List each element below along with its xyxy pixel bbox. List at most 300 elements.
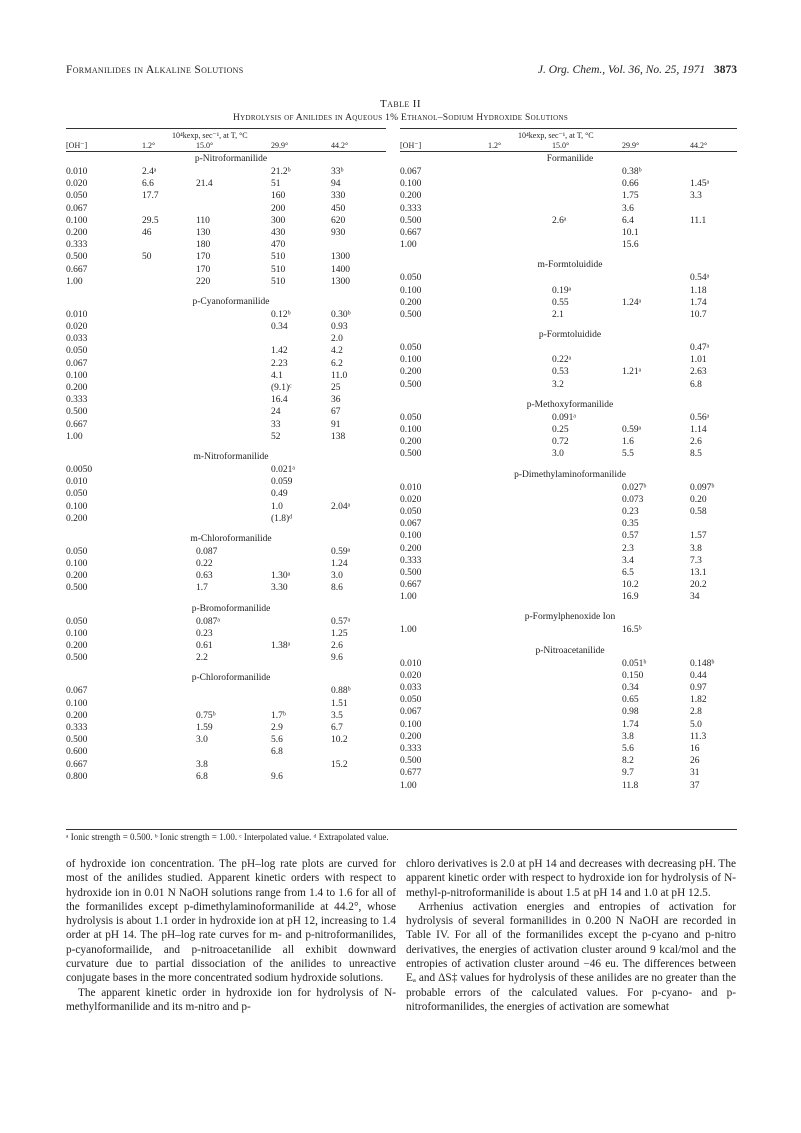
rate-constant-cell: 16 [690, 743, 700, 754]
table-row [66, 653, 386, 665]
table-body [400, 154, 737, 793]
rate-constant-cell: 1.74 [690, 297, 707, 308]
section-gap [66, 289, 386, 297]
table-row [400, 380, 737, 392]
compound-section-heading [66, 673, 386, 686]
rate-constant-cell: 3.2 [552, 379, 564, 390]
rate-constant-cell: 0.47ᵃ [690, 343, 710, 354]
rate-constant-cell: 0.148ᵇ [690, 658, 715, 669]
rate-constant-cell: 4.2 [331, 346, 343, 357]
rate-constant-cell: 1.18 [690, 285, 707, 296]
table-row [66, 252, 386, 264]
rate-constant-cell: 3.0 [196, 735, 208, 746]
hydroxide-conc-cell: 0.200 [66, 641, 88, 651]
header-bottom-rule [400, 151, 737, 152]
hydroxide-conc-cell: 0.200 [400, 191, 422, 202]
compound-name: p-Methoxyformanilide [526, 399, 614, 410]
hydroxide-conc-cell: 1.00 [400, 625, 417, 636]
rate-constant-cell: 930 [331, 227, 346, 238]
hydroxide-conc-cell: 1.00 [66, 431, 83, 442]
rate-constant-cell: 20.2 [690, 580, 707, 591]
rate-constant-cell: 6.6 [142, 179, 154, 190]
rate-constant-cell: 2.4ᵃ [142, 167, 157, 177]
rate-constant-cell: 3.4 [622, 555, 634, 566]
table-row [66, 686, 386, 698]
rate-constant-cell: 3.0 [552, 449, 564, 460]
table-row [400, 240, 737, 252]
table-row [66, 583, 386, 595]
rate-constant-cell: 2.63 [690, 367, 707, 378]
body-paragraph: of hydroxide ion concentration. The pH–log rate plots are curved for most of the anilides studied. Apparent kinetic orders with respect to hydroxide ion in 0.01 N NaOH solutions range from 1.4 to 1.6 for all of the formanilides except p-dimethylaminoformanilide at 44.2°, whose hydrolysis is about 1.1 order in hydroxide ion at pH 12, increasing to 1.4 order at pH 14. The pH–log rate curves for m- and p-nitroformanilides, p-cyanoformailide, and p-nitroacetanilide all exhibit downward curvature due to partial dissociation of the anilides to unreactive conjugate bases in the more concentrated sodium hydroxide solutions. [66, 858, 396, 985]
table-row [66, 277, 386, 289]
table-row [66, 407, 386, 419]
rate-constant-cell: 9.6 [271, 771, 283, 782]
rate-constant-cell: 0.073 [622, 494, 644, 505]
compound-section-heading [66, 604, 386, 617]
table-row [400, 568, 737, 580]
table-row [66, 629, 386, 641]
rate-constant-cell: 2.1 [552, 309, 564, 320]
table-row [400, 659, 737, 671]
hydroxide-conc-cell: 0.333 [66, 395, 88, 406]
rate-constant-cell: 3.8 [690, 543, 702, 554]
rate-constant-cell: 0.49 [271, 489, 288, 500]
hydroxide-conc-cell: 0.050 [66, 346, 88, 357]
hydroxide-conc-cell: 0.050 [66, 616, 88, 627]
rate-constant-cell: 1300 [331, 252, 350, 263]
rate-constant-cell: 1.7 [196, 583, 208, 594]
header-hydroxide-conc: [OH⁻] [400, 141, 422, 150]
rate-constant-cell: 21.2ᵇ [271, 167, 291, 177]
hydroxide-conc-cell: 0.200 [66, 227, 88, 238]
rate-constant-cell: 0.23 [622, 506, 639, 517]
hydroxide-conc-cell: 0.067 [400, 707, 422, 718]
header-temperature: 15.0° [196, 141, 214, 150]
hydroxide-conc-cell: 0.100 [66, 559, 88, 570]
table-row [400, 720, 737, 732]
rate-constant-cell: 15.2 [331, 759, 348, 770]
body-column-right [406, 857, 736, 1014]
hydroxide-conc-cell: 0.050 [400, 695, 422, 706]
rate-constant-cell: 94 [331, 179, 341, 190]
rate-constant-cell: 15.6 [622, 240, 639, 251]
rate-constant-cell: 0.55 [552, 297, 569, 308]
hydroxide-conc-cell: 0.667 [66, 264, 88, 275]
rate-constant-cell: 0.091ᵃ [552, 412, 576, 423]
table-row [66, 265, 386, 277]
rate-constant-cell: 1.24ᵃ [622, 297, 642, 308]
table-header [66, 128, 386, 152]
hydroxide-conc-cell: 0.050 [66, 191, 88, 202]
table-row [400, 228, 737, 240]
compound-section-heading [66, 297, 386, 310]
rate-constant-cell: 0.59ᵃ [331, 546, 351, 557]
rate-constant-cell: 1.6 [622, 437, 634, 448]
rate-constant-cell: 0.19ᵃ [552, 285, 572, 296]
rate-constant-cell: 3.30 [271, 583, 288, 594]
body-column-left [66, 857, 396, 1014]
header-temperature: 1.2° [142, 141, 156, 150]
compound-name: p-Formtoluidide [538, 330, 602, 341]
table-row [66, 617, 386, 629]
hydroxide-conc-cell: 0.0050 [66, 464, 93, 475]
rate-constant-cell: 26 [690, 756, 700, 767]
header-temperature: 1.2° [488, 141, 502, 150]
rate-constant-cell: 25 [331, 383, 341, 393]
hydroxide-conc-cell: 0.020 [400, 494, 422, 505]
hydroxide-conc-cell: 0.500 [400, 309, 422, 320]
table-row [66, 420, 386, 432]
rate-constant-cell: 0.087ᵃ [196, 616, 220, 627]
rate-constant-cell: 5.6 [271, 735, 283, 746]
table-row [66, 502, 386, 514]
header-top-rule [66, 128, 386, 129]
rate-constant-cell: 7.3 [690, 555, 702, 566]
table-row [66, 699, 386, 711]
hydroxide-conc-cell: 0.050 [400, 273, 422, 284]
hydroxide-conc-cell: 0.067 [400, 167, 422, 177]
table-row [66, 723, 386, 735]
rate-constant-cell: 0.087 [196, 546, 218, 557]
page-number: 3873 [714, 64, 737, 76]
hydroxide-conc-cell: 0.600 [66, 747, 88, 758]
table-row [66, 228, 386, 240]
rate-constant-cell: 3.8 [622, 731, 634, 742]
rate-constant-cell: 2.6 [331, 641, 343, 651]
rate-constant-cell: 2.2 [196, 653, 208, 664]
rate-constant-cell: 17.7 [142, 191, 159, 202]
hydroxide-conc-cell: 0.200 [66, 383, 88, 393]
rate-constant-cell: 31 [690, 768, 700, 779]
hydroxide-conc-cell: 0.500 [66, 252, 88, 263]
rate-constant-cell: 36 [331, 395, 341, 406]
rate-constant-cell: 2.23 [271, 358, 288, 369]
rate-constant-cell: 1.75 [622, 191, 639, 202]
rate-constant-cell: 33ᵇ [331, 167, 344, 177]
compound-section-heading [400, 646, 737, 659]
hydroxide-conc-cell: 0.067 [66, 203, 88, 214]
table-row [400, 707, 737, 719]
table-right-half [400, 128, 737, 828]
rate-constant-cell: 200 [271, 203, 286, 214]
rate-constant-cell: 3.3 [690, 191, 702, 202]
rate-constant-cell: 0.53 [552, 367, 569, 378]
section-gap [66, 444, 386, 452]
table-row [400, 768, 737, 780]
table-row [400, 437, 737, 449]
table-row [66, 735, 386, 747]
rate-constant-cell: 21.4 [196, 179, 213, 190]
table-row [66, 489, 386, 501]
header-rate-constant-label: 10⁴kexp, sec⁻¹, at T, °C [518, 131, 594, 140]
compound-section-heading [66, 452, 386, 465]
rate-constant-cell: 1.25 [331, 628, 348, 639]
rate-constant-cell: 11.1 [690, 215, 707, 226]
rate-constant-cell: 160 [271, 191, 286, 202]
rate-constant-cell: 1.14 [690, 425, 707, 435]
compound-name: m-Formtoluidide [537, 260, 603, 271]
hydroxide-conc-cell: 0.200 [400, 543, 422, 554]
rate-constant-cell: 1.74 [622, 719, 639, 730]
hydroxide-conc-cell: 0.500 [400, 215, 422, 226]
rate-constant-cell: 0.20 [690, 494, 707, 505]
table-footnote: ᵃ Ionic strength = 0.500. ᵇ Ionic strength = 1.00. ᶜ Interpolated value. ᵈ Extrapolated value. [66, 832, 389, 842]
compound-section-heading [400, 470, 737, 483]
hydroxide-conc-cell: 0.050 [66, 489, 88, 500]
rate-constant-cell: 1400 [331, 264, 350, 275]
compound-name: m-Chloroformanilide [190, 533, 272, 544]
table-row [66, 179, 386, 191]
table-row [400, 683, 737, 695]
table-row [400, 167, 737, 179]
body-paragraph: The apparent kinetic order in hydroxide ion for hydrolysis of N-methylformanilide and its m-nitro and p- [66, 986, 396, 1013]
header-temperature: 15.0° [552, 141, 570, 150]
table-row [400, 695, 737, 707]
rate-constant-cell: 16.5ᵇ [622, 625, 642, 636]
section-gap [66, 665, 386, 673]
hydroxide-conc-cell: 0.500 [66, 583, 88, 594]
table-row [400, 343, 737, 355]
section-gap [66, 596, 386, 604]
table-row [66, 359, 386, 371]
rate-constant-cell: 0.72 [552, 437, 569, 448]
rate-constant-cell: 450 [331, 203, 346, 214]
hydroxide-conc-cell: 0.500 [400, 567, 422, 578]
running-head-citation [538, 64, 737, 76]
rate-constant-cell: 5.0 [690, 719, 702, 730]
rate-constant-cell: 0.051ᵇ [622, 658, 647, 669]
table-row [66, 204, 386, 216]
hydroxide-conc-cell: 0.100 [66, 628, 88, 639]
header-temperature: 44.2° [331, 141, 349, 150]
table-row [66, 395, 386, 407]
hydroxide-conc-cell: 0.500 [400, 756, 422, 767]
rate-constant-cell: 1.59 [196, 722, 213, 733]
rate-constant-cell: 11.0 [331, 370, 348, 381]
hydroxide-conc-cell: 0.200 [66, 710, 88, 721]
compound-name: p-Chloroformanilide [191, 673, 271, 684]
rate-constant-cell: 29.5 [142, 215, 159, 226]
rate-constant-cell: 170 [196, 264, 211, 275]
table-row [66, 191, 386, 203]
table-row [400, 495, 737, 507]
hydroxide-conc-cell: 0.020 [400, 670, 422, 681]
hydroxide-conc-cell: 0.667 [400, 580, 422, 591]
hydroxide-conc-cell: 0.800 [66, 771, 88, 782]
rate-constant-cell: 1.38ᵃ [271, 641, 291, 651]
compound-section-heading [66, 154, 386, 167]
rate-constant-cell: 6.4 [622, 215, 634, 226]
table-row [400, 298, 737, 310]
rate-constant-cell: 620 [331, 215, 346, 226]
rate-constant-cell: 0.93 [331, 322, 348, 333]
hydroxide-conc-cell: 0.500 [66, 653, 88, 664]
rate-constant-cell: 0.59ᵃ [622, 425, 642, 435]
rate-constant-cell: 9.7 [622, 768, 634, 779]
table-row [66, 322, 386, 334]
table-row [400, 625, 737, 637]
compound-name: p-Dimethylaminoformanilide [514, 469, 626, 480]
header-temperature: 29.9° [622, 141, 640, 150]
rate-constant-cell: 1.45ᵃ [690, 179, 710, 190]
rate-constant-cell: 4.1 [271, 370, 283, 381]
table-row [400, 273, 737, 285]
rate-constant-cell: 67 [331, 407, 341, 418]
hydroxide-conc-cell: 0.100 [400, 285, 422, 296]
hydroxide-conc-cell: 0.067 [66, 686, 88, 697]
rate-constant-cell: 0.12ᵇ [271, 309, 291, 320]
compound-name: p-Nitroformanilide [194, 154, 268, 164]
header-rate-constant-label: 10⁴kexp, sec⁻¹, at T, °C [172, 131, 248, 140]
section-gap [400, 322, 737, 330]
compound-name: Formanilide [546, 154, 594, 164]
rate-constant-cell: 0.61 [196, 641, 213, 651]
section-gap [400, 638, 737, 646]
rate-constant-cell: 10.2 [622, 580, 639, 591]
hydroxide-conc-cell: 0.200 [400, 367, 422, 378]
header-bottom-rule [66, 151, 386, 152]
table-row [400, 671, 737, 683]
hydroxide-conc-cell: 0.050 [400, 412, 422, 423]
rate-constant-cell: 1.0 [271, 501, 283, 512]
rate-constant-cell: 0.35 [622, 519, 639, 530]
table-row [66, 772, 386, 784]
rate-constant-cell: 1.7ᵇ [271, 710, 286, 721]
footnote-rule [66, 829, 737, 830]
rate-constant-cell: 0.56ᵃ [690, 412, 710, 423]
compound-section-heading [400, 400, 737, 413]
rate-constant-cell: 0.75ᵇ [196, 710, 216, 721]
table-row [400, 449, 737, 461]
table-row [400, 519, 737, 531]
compound-section-heading [400, 330, 737, 343]
rate-constant-cell: 0.97 [690, 683, 707, 693]
rate-constant-cell: 11.3 [690, 731, 707, 742]
hydroxide-conc-cell: 1.00 [400, 592, 417, 603]
rate-constant-cell: 330 [331, 191, 346, 202]
hydroxide-conc-cell: 0.200 [66, 571, 88, 582]
rate-constant-cell: 8.6 [331, 583, 343, 594]
hydroxide-conc-cell: 0.033 [66, 334, 88, 345]
rate-constant-cell: 10.7 [690, 309, 707, 320]
hydroxide-conc-cell: 0.050 [400, 506, 422, 517]
rate-constant-cell: 0.021ᵃ [271, 464, 295, 475]
table-row [66, 346, 386, 358]
rate-constant-cell: 1.57 [690, 531, 707, 542]
rate-constant-cell: 52 [271, 431, 281, 442]
hydroxide-conc-cell: 1.00 [400, 240, 417, 251]
table-body [66, 154, 386, 784]
rate-constant-cell: 0.65 [622, 695, 639, 706]
hydroxide-conc-cell: 0.100 [66, 501, 88, 512]
hydroxide-conc-cell: 0.333 [66, 722, 88, 733]
hydroxide-conc-cell: 0.667 [400, 227, 422, 238]
hydroxide-conc-cell: 0.010 [66, 477, 88, 488]
table-row [66, 310, 386, 322]
hydroxide-conc-cell: 0.010 [400, 482, 422, 493]
rate-constant-cell: 16.9 [622, 592, 639, 603]
hydroxide-conc-cell: 0.500 [400, 449, 422, 460]
rate-constant-cell: 0.34 [271, 322, 288, 333]
table-row [400, 744, 737, 756]
rate-constant-cell: 0.059 [271, 477, 293, 488]
rate-constant-cell: 5.5 [622, 449, 634, 460]
rate-constant-cell: 3.5 [331, 710, 343, 721]
rate-constant-cell: 10.2 [331, 735, 348, 746]
hydroxide-conc-cell: 0.033 [400, 683, 422, 693]
rate-constant-cell: 24 [271, 407, 281, 418]
compound-name: m-Nitroformanilide [193, 451, 269, 462]
rate-constant-cell: 6.8 [690, 379, 702, 390]
compound-name: p-Bromoformanilide [191, 603, 271, 614]
body-paragraph: Arrhenius activation energies and entropies of activation for hydrolysis of several formanilides in 0.200 N NaOH are recorded in Table IV. For all of the formanilides except the p-cyano and p-nitro derivatives, the energies of activation cluster around 9 kcal/mol and the entropies of activation cluster around −46 eu. The differences between Eₐ and ΔS‡ values for hydrolysis of these anilides are no greater than the probable errors of the calculated values. For p-cyano- and p-nitroformanilides, the energies of activation are somewhat [406, 900, 736, 1013]
compound-section-heading [400, 260, 737, 273]
rate-constant-cell: 470 [271, 240, 286, 251]
hydroxide-conc-cell: 0.200 [66, 513, 88, 524]
rate-constant-cell: (1.8)ᵈ [271, 513, 293, 524]
rate-constant-cell: 1.21ᵃ [622, 367, 642, 378]
table-row [400, 413, 737, 425]
table-row [66, 641, 386, 653]
rate-constant-cell: 10.1 [622, 227, 639, 238]
rate-constant-cell: 0.98 [622, 707, 639, 718]
table-row [400, 544, 737, 556]
rate-constant-cell: 0.23 [196, 628, 213, 639]
compound-section-heading [66, 534, 386, 547]
hydroxide-conc-cell: 0.500 [66, 407, 88, 418]
hydroxide-conc-cell: 0.020 [66, 179, 88, 190]
rate-constant-cell: 510 [271, 276, 286, 287]
header-temperature: 44.2° [690, 141, 708, 150]
table-row [400, 367, 737, 379]
rate-constant-cell: 0.22ᵃ [552, 355, 572, 366]
rate-constant-cell: 11.8 [622, 780, 639, 791]
header-top-rule [400, 128, 737, 129]
hydroxide-conc-cell: 0.667 [66, 759, 88, 770]
table-row [400, 592, 737, 604]
rate-constant-cell: 510 [271, 264, 286, 275]
table-caption: Hydrolysis of Anilides in Aqueous 1% Ethanol–Sodium Hydroxide Solutions [232, 113, 569, 123]
rate-constant-cell: 46 [142, 227, 152, 238]
rate-constant-cell: (9.1)ᶜ [271, 383, 292, 393]
rate-constant-cell: 2.9 [271, 722, 283, 733]
table-row [400, 732, 737, 744]
compound-name: p-Cyanoformanilide [192, 296, 270, 307]
rate-constant-cell: 2.6 [690, 437, 702, 448]
table-title: Table II [380, 98, 421, 110]
compound-name: p-Nitroacetanilide [535, 645, 605, 656]
rate-constant-cell: 0.54ᵃ [690, 273, 710, 284]
table-row [400, 425, 737, 437]
rate-constant-cell: 34 [690, 592, 700, 603]
rate-constant-cell: 510 [271, 252, 286, 263]
table-row [400, 531, 737, 543]
rate-constant-cell: 130 [196, 227, 211, 238]
table-row [400, 556, 737, 568]
hydroxide-conc-cell: 0.067 [400, 519, 422, 530]
rate-constant-cell: 16.4 [271, 395, 288, 406]
rate-constant-cell: 2.3 [622, 543, 634, 554]
rate-constant-cell: 0.44 [690, 670, 707, 681]
rate-constant-cell: 8.2 [622, 756, 634, 767]
hydroxide-conc-cell: 0.667 [66, 419, 88, 430]
table-row [66, 514, 386, 526]
hydroxide-conc-cell: 0.500 [400, 379, 422, 390]
rate-constant-cell: 1.82 [690, 695, 707, 706]
rate-constant-cell: 2.8 [690, 707, 702, 718]
rate-constant-cell: 6.7 [331, 722, 343, 733]
rate-constant-cell: 13.1 [690, 567, 707, 578]
